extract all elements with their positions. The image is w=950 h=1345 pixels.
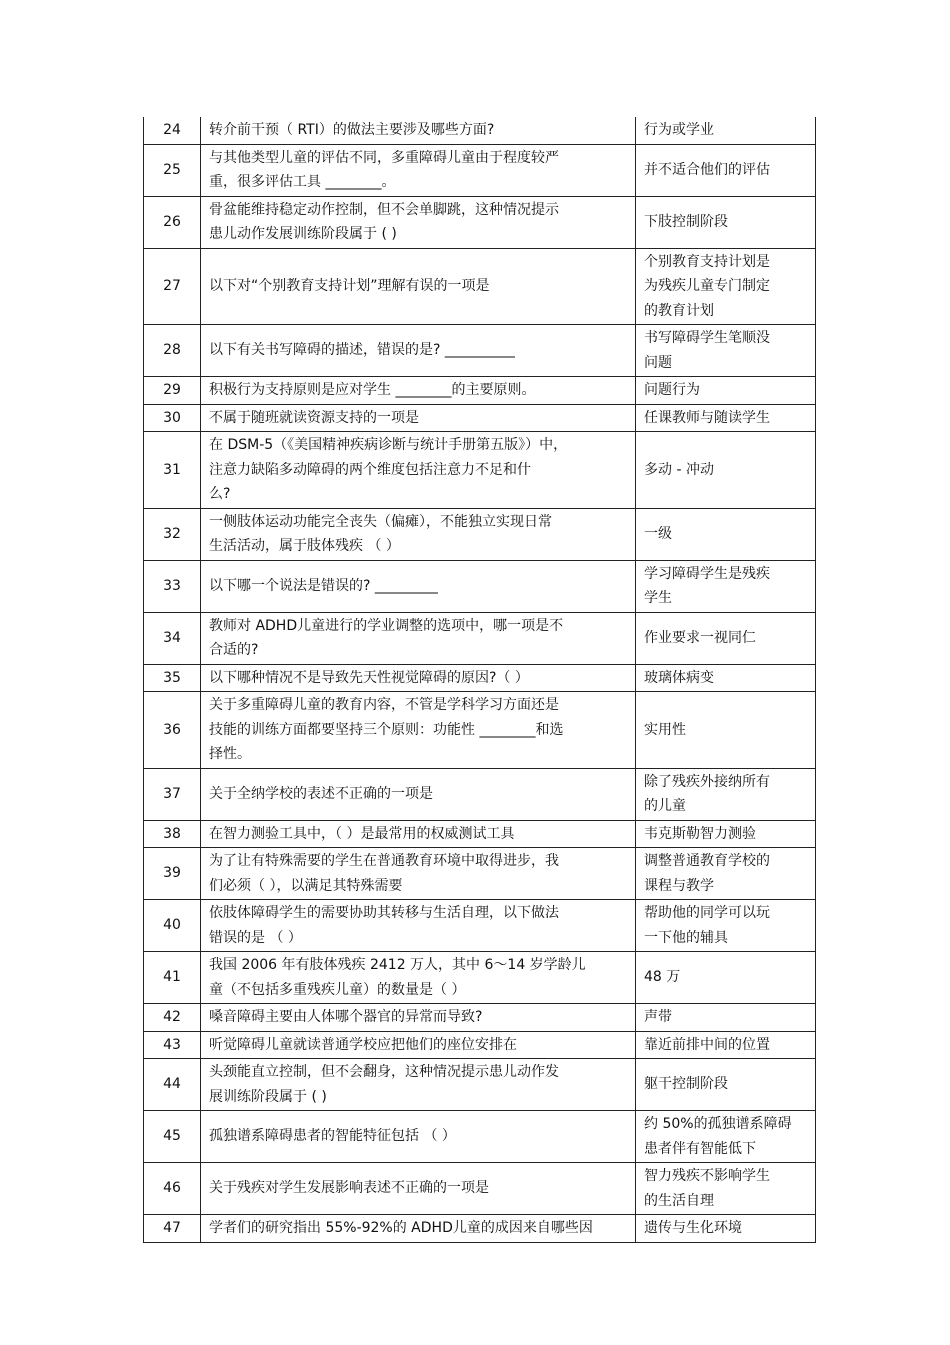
row-number: 27 <box>144 248 201 325</box>
row-number: 47 <box>144 1215 201 1243</box>
question-cell: 以下哪种情况不是导致先天性视觉障碍的原因?（ ） <box>201 664 636 692</box>
answer-cell: 书写障碍学生笔顺没 问题 <box>636 325 816 377</box>
table-row <box>144 1215 816 1243</box>
table-row <box>144 1004 816 1032</box>
question-cell: 嗓音障碍主要由人体哪个器官的异常而导致? <box>201 1004 636 1032</box>
row-number: 39 <box>144 848 201 900</box>
question-cell: 转介前干预（ RTI）的做法主要涉及哪些方面? <box>201 117 636 144</box>
row-number: 26 <box>144 196 201 248</box>
table-row <box>144 692 816 769</box>
table-row <box>144 560 816 612</box>
question-cell: 在 DSM-5（《美国精神疾病诊断与统计手册第五版》）中， 注意力缺陷多动障碍的两个维度包括注意力不足和什 么? <box>201 432 636 509</box>
question-cell: 一侧肢体运动功能完全丧失（偏瘫），不能独立实现日常 生活活动，属于肢体残疾 （ ） <box>201 508 636 560</box>
answer-cell: 问题行为 <box>636 377 816 405</box>
qa-table <box>143 117 816 1243</box>
row-number: 31 <box>144 432 201 509</box>
answer-cell: 作业要求一视同仁 <box>636 612 816 664</box>
table-row <box>144 952 816 1004</box>
row-number: 25 <box>144 144 201 196</box>
table-row <box>144 196 816 248</box>
table-row <box>144 248 816 325</box>
row-number: 40 <box>144 900 201 952</box>
question-cell: 依肢体障碍学生的需要协助其转移与生活自理，以下做法 错误的是 （ ） <box>201 900 636 952</box>
answer-cell: 靠近前排中间的位置 <box>636 1031 816 1059</box>
row-number: 29 <box>144 377 201 405</box>
question-cell: 以下哪一个说法是错误的? _________ <box>201 560 636 612</box>
table-row <box>144 612 816 664</box>
table-row <box>144 664 816 692</box>
row-number: 38 <box>144 820 201 848</box>
row-number: 44 <box>144 1059 201 1111</box>
row-number: 45 <box>144 1111 201 1163</box>
row-number: 24 <box>144 117 201 144</box>
question-cell: 以下对“个别教育支持计划”理解有误的一项是 <box>201 248 636 325</box>
answer-cell: 并不适合他们的评估 <box>636 144 816 196</box>
question-cell: 骨盆能维持稳定动作控制，但不会单脚跳，这种情况提示 患儿动作发展训练阶段属于 ( ) <box>201 196 636 248</box>
row-number: 32 <box>144 508 201 560</box>
row-number: 43 <box>144 1031 201 1059</box>
question-cell: 头颈能直立控制，但不会翻身，这种情况提示患儿动作发 展训练阶段属于 ( ) <box>201 1059 636 1111</box>
answer-cell: 遗传与生化环境 <box>636 1215 816 1243</box>
table-row <box>144 820 816 848</box>
question-cell: 为了让有特殊需要的学生在普通教育环境中取得进步，我 们必须（ ），以满足其特殊需要 <box>201 848 636 900</box>
answer-cell: 玻璃体病变 <box>636 664 816 692</box>
answer-cell: 调整普通教育学校的 课程与教学 <box>636 848 816 900</box>
table-row <box>144 144 816 196</box>
answer-cell: 学习障碍学生是残疾 学生 <box>636 560 816 612</box>
answer-cell: 个别教育支持计划是 为残疾儿童专门制定 的教育计划 <box>636 248 816 325</box>
question-cell: 学者们的研究指出 55%-92%的 ADHD儿童的成因来自哪些因 <box>201 1215 636 1243</box>
table-row <box>144 508 816 560</box>
row-number: 28 <box>144 325 201 377</box>
answer-cell: 多动 - 冲动 <box>636 432 816 509</box>
answer-cell: 一级 <box>636 508 816 560</box>
answer-cell: 躯干控制阶段 <box>636 1059 816 1111</box>
answer-cell: 帮助他的同学可以玩 一下他的辅具 <box>636 900 816 952</box>
table-row <box>144 1031 816 1059</box>
table-row <box>144 377 816 405</box>
row-number: 34 <box>144 612 201 664</box>
row-number: 41 <box>144 952 201 1004</box>
question-cell: 积极行为支持原则是应对学生 ________的主要原则。 <box>201 377 636 405</box>
table-row <box>144 900 816 952</box>
answer-cell: 声带 <box>636 1004 816 1032</box>
question-cell: 以下有关书写障碍的描述，错误的是? __________ <box>201 325 636 377</box>
table-row <box>144 1111 816 1163</box>
question-cell: 孤独谱系障碍患者的智能特征包括 （ ） <box>201 1111 636 1163</box>
question-cell: 关于多重障碍儿童的教育内容，不管是学科学习方面还是 技能的训练方面都要坚持三个原则：功能性 ________和选 择性。 <box>201 692 636 769</box>
answer-cell: 实用性 <box>636 692 816 769</box>
answer-cell: 下肢控制阶段 <box>636 196 816 248</box>
table-row <box>144 768 816 820</box>
table-row <box>144 432 816 509</box>
row-number: 46 <box>144 1163 201 1215</box>
table-row <box>144 1163 816 1215</box>
answer-cell: 48 万 <box>636 952 816 1004</box>
row-number: 30 <box>144 404 201 432</box>
answer-cell: 任课教师与随读学生 <box>636 404 816 432</box>
answer-cell: 行为或学业 <box>636 117 816 144</box>
question-cell: 我国 2006 年有肢体残疾 2412 万人，其中 6～14 岁学龄儿 童（不包括多重残疾儿童）的数量是（ ） <box>201 952 636 1004</box>
row-number: 33 <box>144 560 201 612</box>
table-row <box>144 325 816 377</box>
row-number: 36 <box>144 692 201 769</box>
answer-cell: 除了残疾外接纳所有 的儿童 <box>636 768 816 820</box>
question-cell: 关于全纳学校的表述不正确的一项是 <box>201 768 636 820</box>
row-number: 37 <box>144 768 201 820</box>
question-cell: 教师对 ADHD儿童进行的学业调整的选项中，哪一项是不 合适的? <box>201 612 636 664</box>
question-cell: 关于残疾对学生发展影响表述不正确的一项是 <box>201 1163 636 1215</box>
row-number: 35 <box>144 664 201 692</box>
question-cell: 在智力测验工具中，（ ）是最常用的权威测试工具 <box>201 820 636 848</box>
question-cell: 听觉障碍儿童就读普通学校应把他们的座位安排在 <box>201 1031 636 1059</box>
answer-cell: 韦克斯勒智力测验 <box>636 820 816 848</box>
table-row <box>144 404 816 432</box>
table-row <box>144 1059 816 1111</box>
qa-table-body <box>144 117 816 1242</box>
question-cell: 不属于随班就读资源支持的一项是 <box>201 404 636 432</box>
question-cell: 与其他类型儿童的评估不同，多重障碍儿童由于程度较严 重，很多评估工具 ________。 <box>201 144 636 196</box>
table-row <box>144 117 816 144</box>
answer-cell: 约 50%的孤独谱系障碍 患者伴有智能低下 <box>636 1111 816 1163</box>
row-number: 42 <box>144 1004 201 1032</box>
answer-cell: 智力残疾不影响学生 的生活自理 <box>636 1163 816 1215</box>
table-row <box>144 848 816 900</box>
